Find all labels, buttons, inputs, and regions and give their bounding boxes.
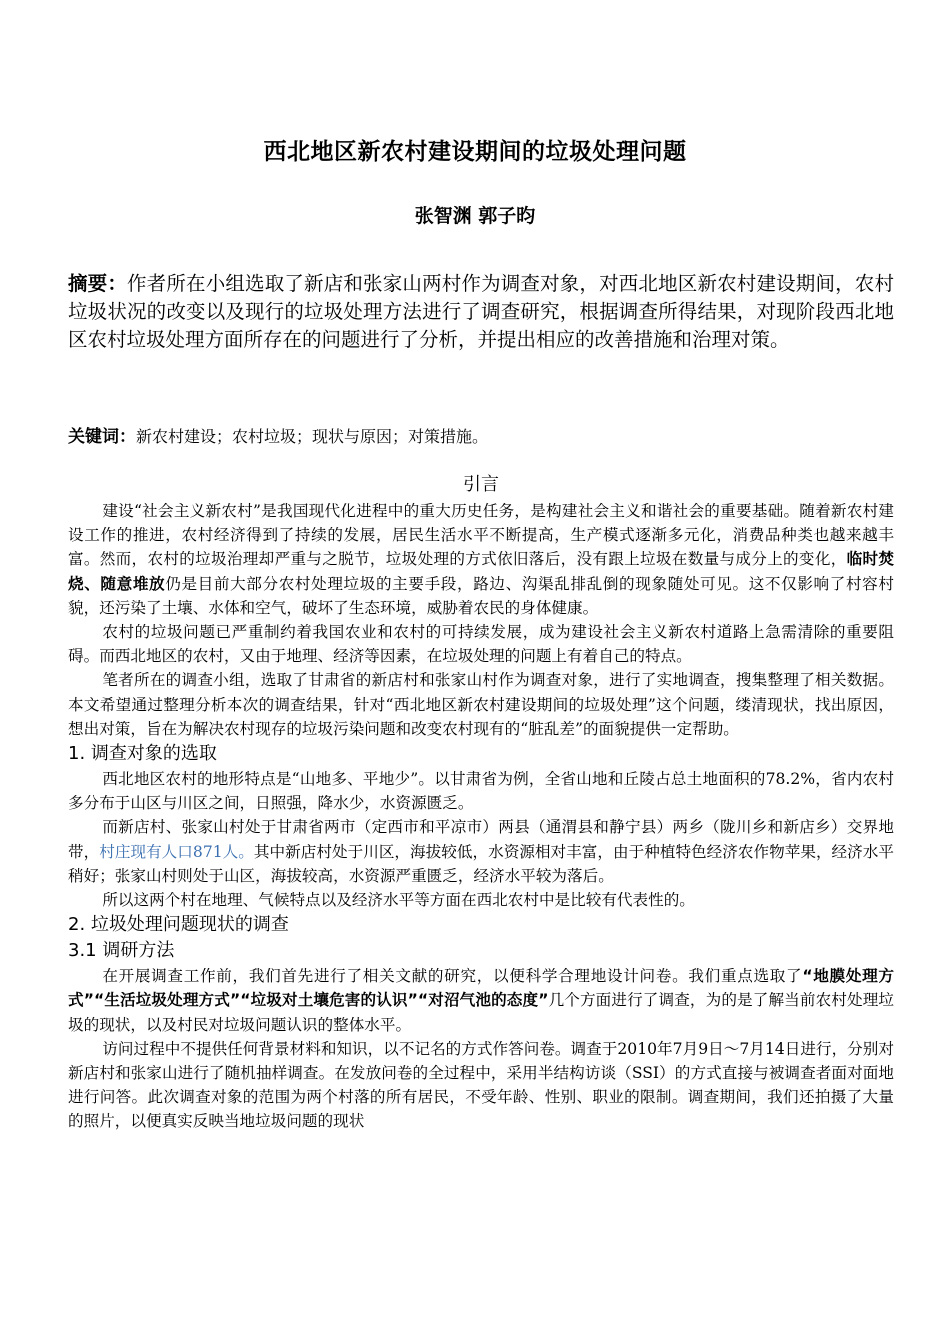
section-3-1-paragraph-2: 访问过程中不提供任何背景材料和知识，以不记名的方式作答问卷。调查于2010年7月9日～7月14日进行，分别对新店村和张家山进行了随机抽样调查。在发放问卷的全过程中，采用半结构访谈（SSI）的方式直接与被调查者面对面地进行问答。此次调查对象的范围为两个村落的所有居民，不受年龄、性别、职业的限制。调查期间，我们还拍摄了大量的照片，以便真实反映当地垃圾问题的现状 xyxy=(68,1039,894,1131)
section-1-heading: 1. 调查对象的选取 xyxy=(68,743,217,765)
section-1-paragraph-3: 所以这两个村在地理、气候特点以及经济水平等方面在西北农村中是比较有代表性的。 xyxy=(102,891,695,910)
section-3-1-heading: 3.1 调研方法 xyxy=(68,940,175,962)
abstract-label: 摘要： xyxy=(68,272,128,295)
section-1-paragraph-1: 西北地区农村的地形特点是“山地多、平地少”。以甘肃省为例，全省山地和丘陵占总土地面积的78.2%，省内农村多分布于山区与川区之间，日照强，降水少，水资源匮乏。 xyxy=(68,770,894,813)
intro-paragraph-1 xyxy=(68,499,894,620)
intro-p1-text-a: 建设“社会主义新农村”是我国现代化进程中的重大历史任务，是构建社会主义和谐社会的重要基础。随着新农村建设工作的推进，农村经济得到了持续的发展，居民生活水平不断提高，生产模式逐渐多元化，消费品种类也越来越丰富。然而，农村的垃圾治理却严重与之脱节，垃圾处理的方式依旧落后，没有跟上垃圾在数量与成分上的变化， xyxy=(68,502,894,569)
intro-paragraph-3: 笔者所在的调查小组，选取了甘肃省的新店村和张家山村作为调查对象，进行了实地调查，搜集整理了相关数据。本文希望通过整理分析本次的调查结果，针对“西北地区新农村建设期间的垃圾处理”这个问题，缕清现状，找出原因，想出对策，旨在为解决农村现存的垃圾污染问题和改变农村现有的“脏乱差”的面貌提供一定帮助。 xyxy=(68,671,894,738)
section-3-1-p1-text-a: 在开展调查工作前，我们首先进行了相关文献的研究，以便科学合理地设计问卷。我们重点选取了 xyxy=(102,967,803,986)
keywords-label: 关键词： xyxy=(68,427,136,447)
intro-p1-text-b: 仍是目前大部分农村处理垃圾的主要手段，路边、沟渠乱排乱倒的现象随处可见。这不仅影响了村容村貌，还污染了土壤、水体和空气，破坏了生态环境，威胁着农民的身体健康。 xyxy=(68,574,894,617)
keywords xyxy=(68,424,894,450)
section-1-p2-text-a: 而新店村、张家山村处于甘肃省两市（定西市和平凉市）两县（通渭县和静宁县）两乡（陇川乡和新店乡）交界地带， xyxy=(68,818,894,861)
section-3-1-p1-text-b: 几个方面进行了调查，为的是了解当前农村处理垃圾的现状，以及村民对垃圾问题认识的整体水平。 xyxy=(68,991,894,1034)
intro-heading: 引言 xyxy=(463,474,499,495)
intro-paragraph-2: 农村的垃圾问题已严重制约着我国农业和农村的可持续发展，成为建设社会主义新农村道路上急需清除的重要阻碍。而西北地区的农村，又由于地理、经济等因素，在垃圾处理的问题上有着自己的特点。 xyxy=(68,623,894,666)
section-1-paragraph-2 xyxy=(68,815,894,888)
paper-authors: 张智渊 郭子昀 xyxy=(414,205,536,227)
keywords-text: 新农村建设；农村垃圾；现状与原因；对策措施。 xyxy=(136,427,489,446)
section-3-1-paragraph-1 xyxy=(68,964,894,1037)
section-2-heading: 2. 垃圾处理问题现状的调查 xyxy=(68,914,289,936)
paper-title: 西北地区新农村建设期间的垃圾处理问题 xyxy=(263,139,687,165)
body-text xyxy=(68,471,894,1134)
abstract-text: 作者所在小组选取了新店和张家山两村作为调查对象，对西北地区新农村建设期间，农村垃圾状况的改变以及现行的垃圾处理方法进行了调查研究，根据调查所得结果，对现阶段西北地区农村垃圾处理方面所存在的问题进行了分析，并提出相应的改善措施和治理对策。 xyxy=(68,272,894,351)
abstract xyxy=(68,270,894,354)
intro-p1-emphasis: 临时焚烧、随意堆放 xyxy=(68,550,894,593)
survey-topics-emphasis: “地膜处理方式”“生活垃圾处理方式”“垃圾对土壤危害的认识”“对沼气池的态度” xyxy=(68,967,894,1010)
population-highlight: 村庄现有人口871人。 xyxy=(99,842,254,861)
section-1-p2-text-b: 其中新店村处于川区，海拔较低，水资源相对丰富，由于种植特色经济农作物苹果，经济水平稍好；张家山村则处于山区，海拔较高，水资源严重匮乏，经济水平较为落后。 xyxy=(68,842,894,885)
